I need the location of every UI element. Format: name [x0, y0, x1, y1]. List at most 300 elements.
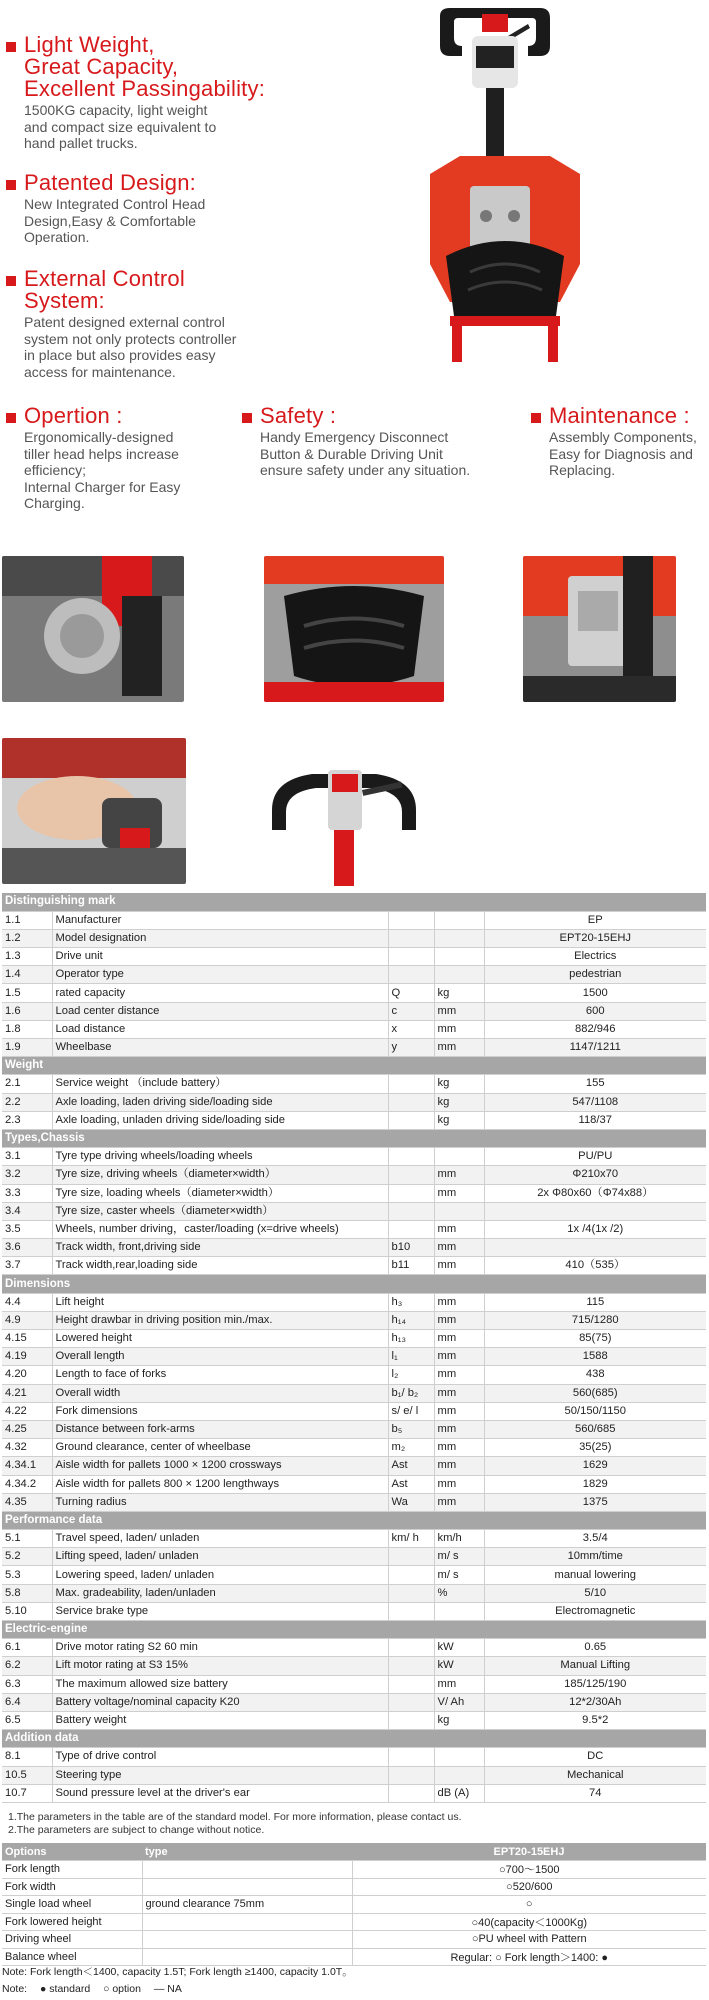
- spec-row: [2, 1111, 706, 1129]
- spec-symbol: [388, 1184, 434, 1202]
- spec-label: Axle loading, laden driving side/loading side: [52, 1093, 388, 1111]
- spec-symbol: [388, 1111, 434, 1129]
- spec-row: [2, 1548, 706, 1566]
- spec-symbol: km/ h: [388, 1530, 434, 1548]
- spec-label: Aisle width for pallets 1000 × 1200 crossways: [52, 1457, 388, 1475]
- feature-text: Patent designed external control system not only protects controller in place but also provides easy access for maintenance.: [24, 314, 237, 380]
- spec-symbol: b11: [388, 1257, 434, 1275]
- spec-label: Wheelbase: [52, 1039, 388, 1057]
- spec-value: 0.65: [484, 1639, 706, 1657]
- spec-value: 1x /4(1x /2): [484, 1220, 706, 1238]
- spec-value: 715/1280: [484, 1311, 706, 1329]
- spec-symbol: h₁₄: [388, 1311, 434, 1329]
- spec-row: [2, 1257, 706, 1275]
- spec-unit: kg: [434, 1111, 484, 1129]
- spec-label: Sound pressure level at the driver's ear: [52, 1784, 388, 1802]
- bullet-square-icon: [6, 180, 16, 190]
- spec-label: Tyre size, loading wheels（diameter×width）: [52, 1184, 388, 1202]
- spec-symbol: [388, 966, 434, 984]
- spec-label: Battery voltage/nominal capacity K20: [52, 1693, 388, 1711]
- spec-label: Turning radius: [52, 1493, 388, 1511]
- spec-symbol: [388, 1166, 434, 1184]
- spec-value: 1829: [484, 1475, 706, 1493]
- spec-value: 115: [484, 1293, 706, 1311]
- feature-title: Light Weight, Great Capacity, Excellent Passingability:: [24, 32, 266, 101]
- spec-unit: kW: [434, 1639, 484, 1657]
- spec-row: [2, 1457, 706, 1475]
- spec-value: pedestrian: [484, 966, 706, 984]
- bullet-square-icon: [6, 276, 16, 286]
- spec-symbol: [388, 1748, 434, 1766]
- feature-external-control: [6, 268, 296, 380]
- spec-value: 438: [484, 1366, 706, 1384]
- spec-row: [2, 1148, 706, 1166]
- spec-label: Length to face of forks: [52, 1366, 388, 1384]
- spec-unit: m/ s: [434, 1548, 484, 1566]
- options-row: [2, 1931, 706, 1949]
- spec-value: manual lowering: [484, 1566, 706, 1584]
- spec-symbol: x: [388, 1020, 434, 1038]
- spec-value: 50/150/1150: [484, 1402, 706, 1420]
- option-value: ○PU wheel with Pattern: [352, 1931, 706, 1949]
- section-title: Distinguishing mark: [2, 893, 706, 911]
- spec-label: Drive motor rating S2 60 min: [52, 1639, 388, 1657]
- section-title: Performance data: [2, 1511, 706, 1529]
- spec-row: [2, 1075, 706, 1093]
- spec-symbol: [388, 1548, 434, 1566]
- spec-code: 2.3: [2, 1111, 52, 1129]
- spec-row: [2, 1348, 706, 1366]
- spec-code: 6.5: [2, 1711, 52, 1729]
- spec-code: 2.2: [2, 1093, 52, 1111]
- spec-code: 3.7: [2, 1257, 52, 1275]
- spec-code: 4.20: [2, 1366, 52, 1384]
- spec-label: Axle loading, unladen driving side/loading side: [52, 1111, 388, 1129]
- spec-value: 560(685): [484, 1384, 706, 1402]
- spec-code: 1.3: [2, 948, 52, 966]
- feature-patented-design: [6, 172, 296, 246]
- spec-row: [2, 1439, 706, 1457]
- spec-symbol: [388, 1584, 434, 1602]
- spec-label: Type of drive control: [52, 1748, 388, 1766]
- spec-unit: mm: [434, 1330, 484, 1348]
- spec-row: [2, 1202, 706, 1220]
- spec-unit: mm: [434, 1348, 484, 1366]
- options-row: [2, 1878, 706, 1896]
- bullet-square-icon: [242, 413, 252, 423]
- spec-row: [2, 1020, 706, 1038]
- spec-unit: mm: [434, 1020, 484, 1038]
- spec-value: [484, 1202, 706, 1220]
- spec-value: 1588: [484, 1348, 706, 1366]
- spec-unit: mm: [434, 1166, 484, 1184]
- options-table: [2, 1843, 706, 1966]
- spec-code: 4.22: [2, 1402, 52, 1420]
- spec-row: [2, 948, 706, 966]
- spec-unit: [434, 1602, 484, 1620]
- spec-unit: [434, 1766, 484, 1784]
- option-name: Balance wheel: [2, 1948, 142, 1966]
- feature-title: Safety :: [260, 403, 337, 428]
- spec-value: EPT20-15EHJ: [484, 929, 706, 947]
- spec-code: 6.4: [2, 1693, 52, 1711]
- spec-unit: kg: [434, 984, 484, 1002]
- spec-unit: mm: [434, 1293, 484, 1311]
- option-type: [142, 1931, 352, 1949]
- spec-code: 5.10: [2, 1602, 52, 1620]
- spec-symbol: [388, 1639, 434, 1657]
- spec-row: [2, 1311, 706, 1329]
- spec-unit: mm: [434, 1366, 484, 1384]
- spec-value: EP: [484, 911, 706, 929]
- spec-row: [2, 1366, 706, 1384]
- spec-row: [2, 1293, 706, 1311]
- spec-code: 4.32: [2, 1439, 52, 1457]
- spec-symbol: [388, 1675, 434, 1693]
- spec-code: 6.2: [2, 1657, 52, 1675]
- section-title: Types,Chassis: [2, 1129, 706, 1147]
- spec-row: [2, 1330, 706, 1348]
- spec-value: 1375: [484, 1493, 706, 1511]
- spec-symbol: [388, 1602, 434, 1620]
- spec-value: 2x Φ80x60（Φ74x88）: [484, 1184, 706, 1202]
- spec-label: Overall length: [52, 1348, 388, 1366]
- spec-symbol: b10: [388, 1239, 434, 1257]
- spec-value: 74: [484, 1784, 706, 1802]
- spec-symbol: l₁: [388, 1348, 434, 1366]
- bullet-square-icon: [6, 42, 16, 52]
- spec-symbol: [388, 929, 434, 947]
- spec-value: 5/10: [484, 1584, 706, 1602]
- spec-code: 1.6: [2, 1002, 52, 1020]
- spec-label: Lowered height: [52, 1330, 388, 1348]
- spec-row: [2, 911, 706, 929]
- spec-label: Overall width: [52, 1384, 388, 1402]
- option-name: Driving wheel: [2, 1931, 142, 1949]
- spec-unit: mm: [434, 1220, 484, 1238]
- option-name: Fork length: [2, 1861, 142, 1879]
- options-row: [2, 1948, 706, 1966]
- spec-value: 12*2/30Ah: [484, 1693, 706, 1711]
- spec-value: 410（535）: [484, 1257, 706, 1275]
- spec-unit: kg: [434, 1711, 484, 1729]
- spec-symbol: [388, 1220, 434, 1238]
- legend: [2, 1983, 192, 1995]
- spec-symbol: b₅: [388, 1420, 434, 1438]
- spec-label: The maximum allowed size battery: [52, 1675, 388, 1693]
- spec-row: [2, 1766, 706, 1784]
- section-header: [2, 1275, 706, 1293]
- spec-symbol: [388, 1202, 434, 1220]
- spec-row: [2, 1002, 706, 1020]
- spec-unit: [434, 929, 484, 947]
- spec-row: [2, 1711, 706, 1729]
- spec-row: [2, 1402, 706, 1420]
- spec-symbol: [388, 948, 434, 966]
- option-value: ○40(capacity＜1000Kg): [352, 1913, 706, 1931]
- spec-symbol: [388, 1711, 434, 1729]
- spec-unit: [434, 1748, 484, 1766]
- spec-code: 8.1: [2, 1748, 52, 1766]
- spec-value: 547/1108: [484, 1093, 706, 1111]
- photo-hand-button: [2, 738, 186, 884]
- spec-symbol: [388, 1657, 434, 1675]
- spec-code: 1.8: [2, 1020, 52, 1038]
- spec-value: Electrics: [484, 948, 706, 966]
- spec-symbol: Ast: [388, 1475, 434, 1493]
- spec-value: [484, 1239, 706, 1257]
- option-type: [142, 1913, 352, 1931]
- spec-value: 35(25): [484, 1439, 706, 1457]
- feature-text: Assembly Components, Easy for Diagnosis and Replacing.: [549, 429, 697, 478]
- spec-code: 2.1: [2, 1075, 52, 1093]
- spec-row: [2, 1493, 706, 1511]
- feature-light-weight: [6, 34, 296, 152]
- spec-row: [2, 1384, 706, 1402]
- spec-value: 9.5*2: [484, 1711, 706, 1729]
- spec-unit: mm: [434, 1457, 484, 1475]
- feature-safety: [242, 405, 492, 479]
- spec-code: 6.1: [2, 1639, 52, 1657]
- spec-row: [2, 1693, 706, 1711]
- spec-symbol: y: [388, 1039, 434, 1057]
- spec-row: [2, 929, 706, 947]
- spec-symbol: [388, 1093, 434, 1111]
- spec-label: rated capacity: [52, 984, 388, 1002]
- spec-value: PU/PU: [484, 1148, 706, 1166]
- spec-row: [2, 1675, 706, 1693]
- spec-value: 3.5/4: [484, 1530, 706, 1548]
- spec-label: Load distance: [52, 1020, 388, 1038]
- spec-row: [2, 1093, 706, 1111]
- spec-symbol: [388, 1148, 434, 1166]
- spec-row: [2, 1184, 706, 1202]
- pallet-truck-illustration: [410, 6, 600, 378]
- spec-label: Track width, front,driving side: [52, 1239, 388, 1257]
- spec-code: 1.4: [2, 966, 52, 984]
- spec-symbol: Wa: [388, 1493, 434, 1511]
- spec-code: 5.1: [2, 1530, 52, 1548]
- spec-value: 10mm/time: [484, 1548, 706, 1566]
- option-value: ○700～1500: [352, 1861, 706, 1879]
- spec-value: 1629: [484, 1457, 706, 1475]
- feature-title: External Control System:: [24, 266, 185, 313]
- spec-code: 6.3: [2, 1675, 52, 1693]
- spec-label: Wheels, number driving，caster/loading (x=drive wheels): [52, 1220, 388, 1238]
- option-name: Fork lowered height: [2, 1913, 142, 1931]
- spec-table: [2, 893, 706, 1803]
- options-header: [2, 1843, 706, 1861]
- spec-code: 3.2: [2, 1166, 52, 1184]
- spec-row: [2, 1039, 706, 1057]
- photo-drive-cover: [264, 556, 444, 702]
- spec-unit: V/ Ah: [434, 1693, 484, 1711]
- spec-label: Steering type: [52, 1766, 388, 1784]
- options-header-cell: Options: [2, 1843, 142, 1861]
- feature-title: Opertion :: [24, 403, 123, 428]
- section-title: Electric-engine: [2, 1621, 706, 1639]
- spec-label: Fork dimensions: [52, 1402, 388, 1420]
- note-line: 2.The parameters are subject to change without notice.: [8, 1824, 265, 1836]
- option-type: [142, 1948, 352, 1966]
- spec-label: Height drawbar in driving position min./max.: [52, 1311, 388, 1329]
- spec-unit: [434, 1148, 484, 1166]
- spec-value: 560/685: [484, 1420, 706, 1438]
- spec-value: Φ210x70: [484, 1166, 706, 1184]
- spec-symbol: Ast: [388, 1457, 434, 1475]
- spec-row: [2, 1420, 706, 1438]
- fork-note: Note: Fork length＜1400, capacity 1.5T; Fork length ≥1400, capacity 1.0T。: [2, 1966, 353, 1978]
- spec-row: [2, 966, 706, 984]
- spec-symbol: [388, 911, 434, 929]
- spec-unit: mm: [434, 1002, 484, 1020]
- spec-symbol: Q: [388, 984, 434, 1002]
- spec-unit: mm: [434, 1311, 484, 1329]
- spec-row: [2, 1584, 706, 1602]
- spec-value: Electromagnetic: [484, 1602, 706, 1620]
- spec-unit: %: [434, 1584, 484, 1602]
- spec-label: Tyre size, caster wheels（diameter×width）: [52, 1202, 388, 1220]
- spec-unit: mm: [434, 1402, 484, 1420]
- options-row: [2, 1861, 706, 1879]
- spec-unit: mm: [434, 1257, 484, 1275]
- spec-code: 4.34.2: [2, 1475, 52, 1493]
- spec-code: 5.8: [2, 1584, 52, 1602]
- spec-unit: m/ s: [434, 1566, 484, 1584]
- feature-maintenance: [531, 405, 709, 479]
- spec-value: 185/125/190: [484, 1675, 706, 1693]
- option-value: ○520/600: [352, 1878, 706, 1896]
- note-line: 1.The parameters in the table are of the standard model. For more information, please contact us.: [8, 1811, 462, 1823]
- spec-code: 3.4: [2, 1202, 52, 1220]
- spec-symbol: [388, 1075, 434, 1093]
- option-value: ○: [352, 1896, 706, 1914]
- spec-unit: mm: [434, 1493, 484, 1511]
- spec-unit: mm: [434, 1239, 484, 1257]
- feature-operation: [6, 405, 226, 512]
- spec-symbol: m₂: [388, 1439, 434, 1457]
- section-header: [2, 1730, 706, 1748]
- spec-code: 10.7: [2, 1784, 52, 1802]
- spec-notes: [8, 1811, 462, 1837]
- spec-unit: mm: [434, 1439, 484, 1457]
- spec-symbol: h₁₃: [388, 1330, 434, 1348]
- spec-unit: dB (A): [434, 1784, 484, 1802]
- spec-label: Model designation: [52, 929, 388, 947]
- spec-symbol: s/ e/ l: [388, 1402, 434, 1420]
- spec-label: Lift height: [52, 1293, 388, 1311]
- options-header-cell: type: [142, 1843, 352, 1861]
- bullet-square-icon: [6, 413, 16, 423]
- spec-value: DC: [484, 1748, 706, 1766]
- spec-label: Max. gradeability, laden/unladen: [52, 1584, 388, 1602]
- spec-label: Battery weight: [52, 1711, 388, 1729]
- spec-symbol: [388, 1693, 434, 1711]
- feature-title: Patented Design:: [24, 170, 196, 195]
- spec-unit: km/h: [434, 1530, 484, 1548]
- spec-symbol: l₂: [388, 1366, 434, 1384]
- spec-code: 5.2: [2, 1548, 52, 1566]
- spec-code: 10.5: [2, 1766, 52, 1784]
- legend-item: ○ option: [103, 1983, 141, 1995]
- spec-label: Load center distance: [52, 1002, 388, 1020]
- spec-unit: [434, 1202, 484, 1220]
- spec-row: [2, 1639, 706, 1657]
- spec-code: 3.5: [2, 1220, 52, 1238]
- spec-label: Distance between fork-arms: [52, 1420, 388, 1438]
- spec-unit: kg: [434, 1075, 484, 1093]
- options-row: [2, 1896, 706, 1914]
- spec-row: [2, 1166, 706, 1184]
- spec-symbol: c: [388, 1002, 434, 1020]
- feature-title: Maintenance :: [549, 403, 690, 428]
- feature-text: Ergonomically-designed tiller head helps increase efficiency; Internal Charger for Easy Charging.: [24, 429, 181, 511]
- option-value: Regular: ○ Fork length＞1400: ●: [352, 1948, 706, 1966]
- spec-code: 4.21: [2, 1384, 52, 1402]
- section-header: [2, 1621, 706, 1639]
- spec-label: Lowering speed, laden/ unladen: [52, 1566, 388, 1584]
- spec-symbol: b₁/ b₂: [388, 1384, 434, 1402]
- legend-item: ● standard: [40, 1983, 91, 1995]
- spec-row: [2, 1220, 706, 1238]
- spec-label: Manufacturer: [52, 911, 388, 929]
- spec-unit: mm: [434, 1675, 484, 1693]
- spec-label: Track width,rear,loading side: [52, 1257, 388, 1275]
- photo-head-detail: [2, 556, 184, 702]
- section-header: [2, 893, 706, 911]
- option-type: [142, 1878, 352, 1896]
- legend-item: — NA: [153, 1983, 182, 1995]
- spec-value: 85(75): [484, 1330, 706, 1348]
- spec-label: Service brake type: [52, 1602, 388, 1620]
- spec-code: 4.34.1: [2, 1457, 52, 1475]
- options-header-cell: EPT20-15EHJ: [352, 1843, 706, 1861]
- section-header: [2, 1129, 706, 1147]
- spec-unit: [434, 948, 484, 966]
- spec-code: 4.15: [2, 1330, 52, 1348]
- section-header: [2, 1511, 706, 1529]
- spec-unit: mm: [434, 1384, 484, 1402]
- spec-code: 3.6: [2, 1239, 52, 1257]
- spec-label: Tyre type driving wheels/loading wheels: [52, 1148, 388, 1166]
- section-title: Addition data: [2, 1730, 706, 1748]
- spec-unit: mm: [434, 1420, 484, 1438]
- spec-label: Travel speed, laden/ unladen: [52, 1530, 388, 1548]
- spec-row: [2, 1748, 706, 1766]
- spec-code: 1.2: [2, 929, 52, 947]
- spec-code: 3.3: [2, 1184, 52, 1202]
- feature-text: New Integrated Control Head Design,Easy & Comfortable Operation.: [24, 196, 206, 245]
- spec-row: [2, 1784, 706, 1802]
- spec-row: [2, 1530, 706, 1548]
- spec-code: 1.1: [2, 911, 52, 929]
- spec-label: Tyre size, driving wheels（diameter×width）: [52, 1166, 388, 1184]
- spec-value: 1147/1211: [484, 1039, 706, 1057]
- section-title: Dimensions: [2, 1275, 706, 1293]
- option-name: Single load wheel: [2, 1896, 142, 1914]
- spec-unit: kW: [434, 1657, 484, 1675]
- spec-symbol: [388, 1566, 434, 1584]
- spec-value: 600: [484, 1002, 706, 1020]
- section-header: [2, 1057, 706, 1075]
- feature-text: Handy Emergency Disconnect Button & Durable Driving Unit ensure safety under any situation.: [260, 429, 471, 478]
- spec-code: 4.9: [2, 1311, 52, 1329]
- spec-row: [2, 1239, 706, 1257]
- photo-tiller-handle: [262, 760, 426, 886]
- spec-row: [2, 1602, 706, 1620]
- section-title: Weight: [2, 1057, 706, 1075]
- spec-label: Operator type: [52, 966, 388, 984]
